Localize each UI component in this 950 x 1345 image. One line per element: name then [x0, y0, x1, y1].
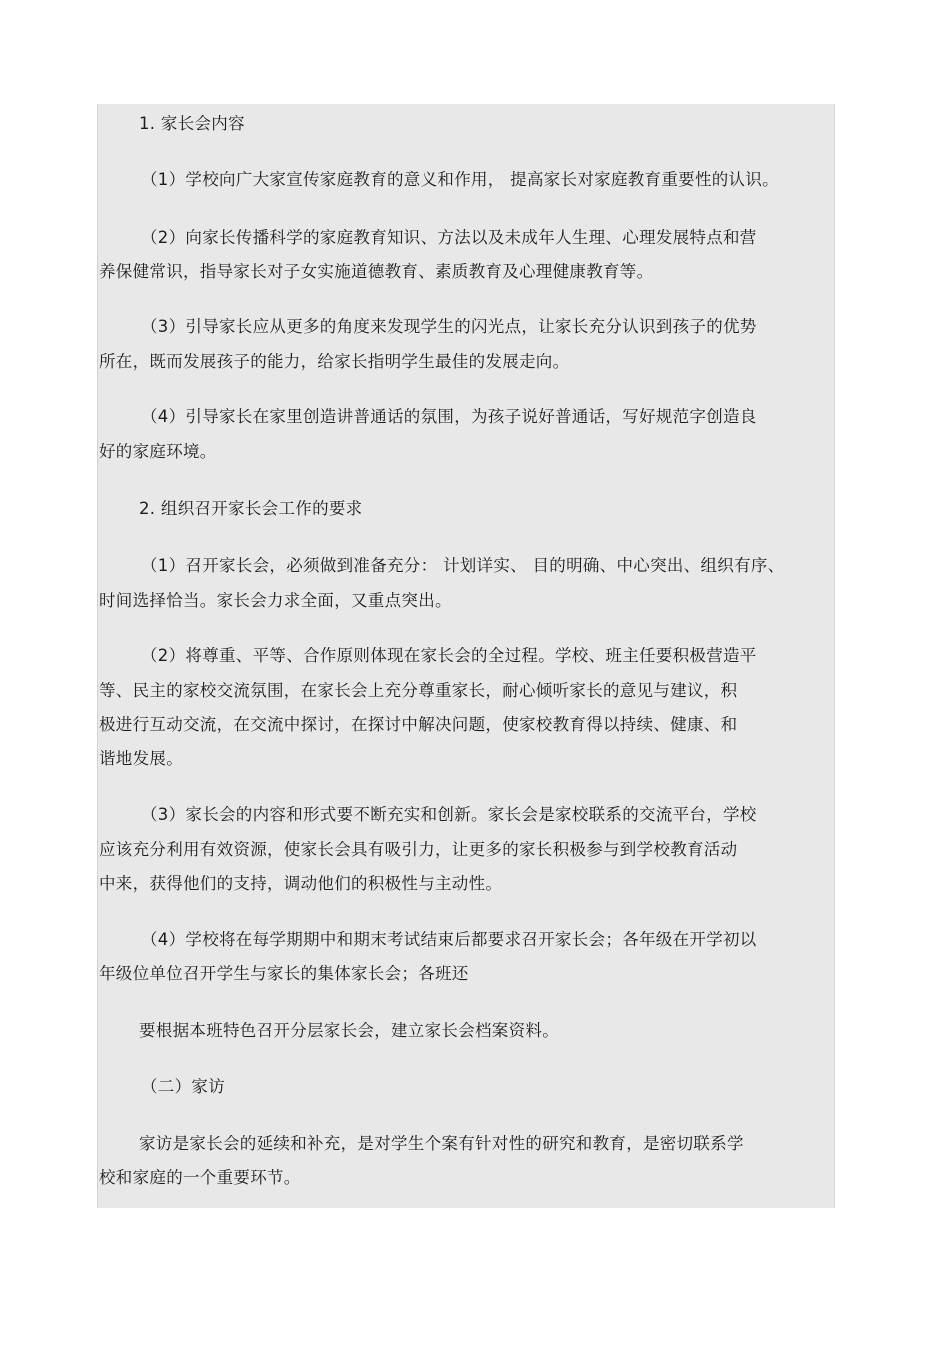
- paragraph-line: 中来，获得他们的支持，调动他们的积极性与主动性。: [99, 874, 503, 893]
- paragraph-line: 养保健常识，指导家长对子女实施道德教育、素质教育及心理健康教育等。: [99, 262, 654, 281]
- heading-meeting-requirements: 2. 组织召开家长会工作的要求: [139, 499, 363, 518]
- paragraph-line: （3）家长会的内容和形式要不断充实和创新。家长会是家校联系的交流平台，学校: [141, 805, 757, 824]
- heading-home-visit: （二）家访: [141, 1077, 225, 1096]
- paragraph-line: 要根据本班特色召开分层家长会，建立家长会档案资料。: [139, 1021, 559, 1040]
- paragraph-line: （4）引导家长在家里创造讲普通话的氛围，为孩子说好普通话，写好规范字创造良: [141, 407, 757, 426]
- paragraph-line: （2）将尊重、平等、合作原则体现在家长会的全过程。学校、班主任要积极营造平: [141, 646, 757, 665]
- paragraph-line: 谐地发展。: [99, 749, 183, 768]
- paragraph-line: （1）学校向广大家宣传家庭教育的意义和作用， 提高家长对家庭教育重要性的认识。: [141, 170, 779, 189]
- paragraph-line: 校和家庭的一个重要环节。: [99, 1168, 301, 1187]
- paragraph-line: 好的家庭环境。: [99, 442, 217, 461]
- document-page: [97, 104, 835, 1208]
- paragraph-line: 所在，既而发展孩子的能力，给家长指明学生最佳的发展走向。: [99, 352, 570, 371]
- paragraph-line: 等、民主的家校交流氛围，在家长会上充分尊重家长，耐心倾听家长的意见与建议，积: [99, 681, 738, 700]
- paragraph-line: 时间选择恰当。家长会力求全面，又重点突出。: [99, 591, 452, 610]
- paragraph-line: （2）向家长传播科学的家庭教育知识、方法以及未成年人生理、心理发展特点和营: [141, 228, 757, 247]
- paragraph-line: 应该充分利用有效资源，使家长会具有吸引力，让更多的家长积极参与到学校教育活动: [99, 840, 738, 859]
- paragraph-line: 家访是家长会的延续和补充，是对学生个案有针对性的研究和教育，是密切联系学: [139, 1134, 744, 1153]
- paragraph-line: （1）召开家长会，必须做到准备充分： 计划详实、 目的明确、中心突出、组织有序、: [141, 556, 785, 575]
- paragraph-line: 极进行互动交流，在交流中探讨，在探讨中解决问题，使家校教育得以持续、健康、和: [99, 715, 738, 734]
- heading-parent-meeting-content: 1. 家长会内容: [139, 114, 245, 133]
- paragraph-line: （4）学校将在每学期期中和期末考试结束后都要求召开家长会；各年级在开学初以: [141, 930, 757, 949]
- paragraph-line: 年级位单位召开学生与家长的集体家长会；各班还: [99, 964, 469, 983]
- paragraph-line: （3）引导家长应从更多的角度来发现学生的闪光点，让家长充分认识到孩子的优势: [141, 317, 757, 336]
